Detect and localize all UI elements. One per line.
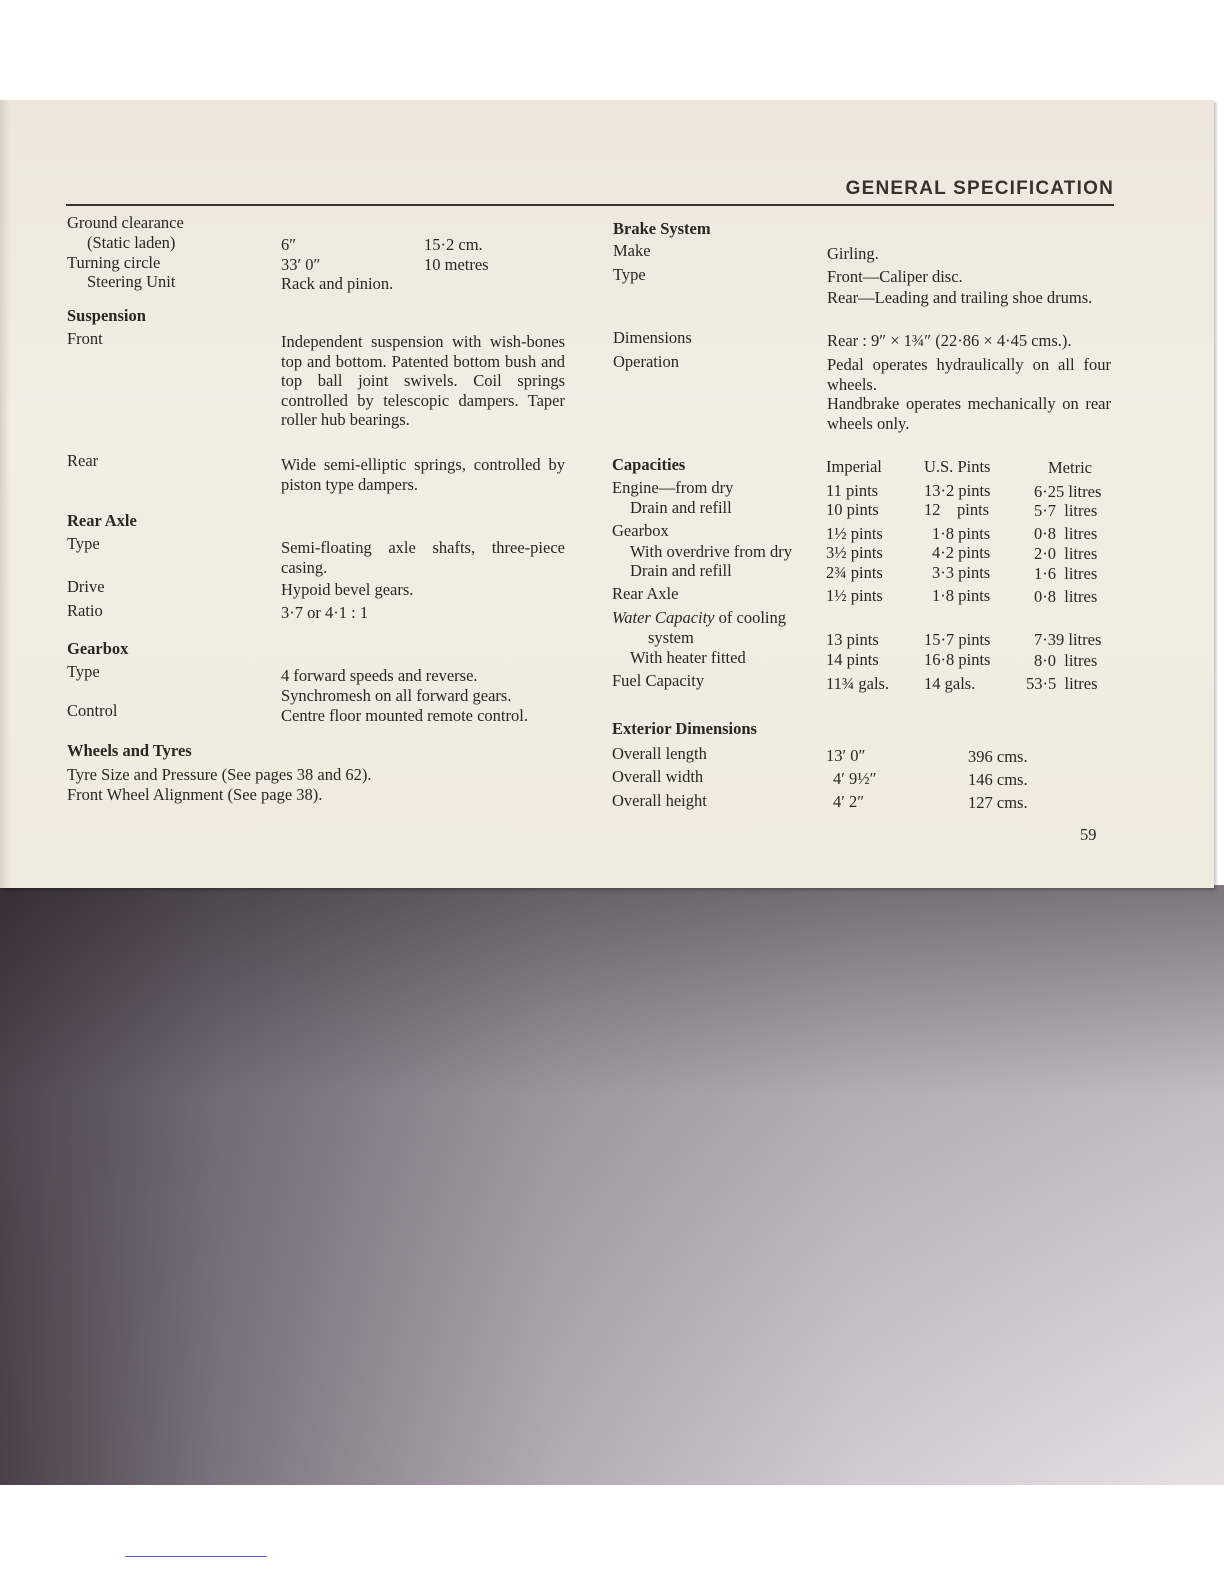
cap-row-label: Fuel Capacity bbox=[612, 671, 705, 690]
capacities-heading: Capacities bbox=[612, 455, 686, 474]
cap-row-imperial: 2¾ pints bbox=[826, 563, 883, 582]
rear-axle-drive-label: Drive bbox=[67, 577, 105, 596]
brake-type-value-1: Front—Caliper disc. bbox=[827, 267, 963, 286]
cap-row-label: With overdrive from dry bbox=[630, 542, 792, 561]
turning-circle-metric: 10 metres bbox=[424, 255, 489, 274]
wheels-heading: Wheels and Tyres bbox=[67, 741, 192, 760]
page-number: 59 bbox=[1080, 825, 1097, 844]
gearbox-heading: Gearbox bbox=[67, 639, 129, 658]
capacities-col-imperial: Imperial bbox=[826, 457, 882, 476]
cap-row-label: system bbox=[648, 628, 694, 647]
steering-unit-value: Rack and pinion. bbox=[281, 274, 394, 293]
gearbox-control-value: Centre floor mounted remote control. bbox=[281, 706, 528, 725]
cap-row-metric: 8·0 litres bbox=[1034, 651, 1098, 670]
brake-make-label: Make bbox=[613, 241, 651, 260]
exterior-row-label: Overall width bbox=[612, 767, 704, 786]
brake-dimensions-value: Rear : 9″ × 1¾″ (22·86 × 4·45 cms.). bbox=[827, 331, 1072, 350]
exterior-row-imperial: 4′ 2″ bbox=[833, 792, 865, 811]
ground-clearance-sublabel: (Static laden) bbox=[87, 233, 176, 252]
brake-type-value-2: Rear—Leading and trailing shoe drums. bbox=[827, 288, 1093, 307]
cap-row-us: 15·7 pints bbox=[924, 630, 991, 649]
cap-row-us: 1·8 pints bbox=[932, 524, 991, 543]
page-edge bbox=[0, 100, 10, 888]
suspension-front-value: Independent suspension with wish-bones top and bottom. Patented bottom bush and top ball joint swivels. Coil springs controlled by telescopic dampers. Taper roller hub bearings. bbox=[281, 332, 565, 429]
cap-row-label: Gearbox bbox=[612, 521, 669, 540]
ground-clearance-label: Ground clearance bbox=[67, 213, 184, 232]
exterior-row-imperial: 13′ 0″ bbox=[826, 746, 866, 765]
cap-row-label: Rear Axle bbox=[612, 584, 679, 603]
suspension-rear-label: Rear bbox=[67, 451, 99, 470]
cap-row-imperial: 10 pints bbox=[826, 500, 879, 519]
cap-row-metric: 0·8 litres bbox=[1034, 587, 1098, 606]
cap-row-imperial: 3½ pints bbox=[826, 543, 883, 562]
cap-row-us: 1·8 pints bbox=[932, 586, 991, 605]
cap-row-imperial: 1½ pints bbox=[826, 586, 883, 605]
rear-axle-type-label: Type bbox=[67, 534, 100, 553]
cap-row-us: 16·8 pints bbox=[924, 650, 991, 669]
steering-unit-label: Steering Unit bbox=[87, 272, 176, 291]
ground-clearance-imperial: 6″ bbox=[281, 235, 297, 254]
cap-row-imperial: 13 pints bbox=[826, 630, 879, 649]
rear-axle-type-value: Semi-floating axle shafts, three-piece casing. bbox=[281, 538, 565, 577]
turning-circle-imperial: 33′ 0″ bbox=[281, 255, 321, 274]
manual-page bbox=[0, 100, 1214, 888]
exterior-row-metric: 146 cms. bbox=[968, 770, 1028, 789]
water-capacity-label bbox=[612, 608, 786, 628]
cap-row-imperial: 1½ pints bbox=[826, 524, 883, 543]
water-capacity-rest: of cooling bbox=[714, 608, 787, 627]
heading-rule bbox=[66, 204, 1114, 206]
cap-row-label: Drain and refill bbox=[630, 498, 732, 517]
capacities-col-metric: Metric bbox=[1048, 458, 1092, 477]
cap-row-label: Engine—from dry bbox=[612, 478, 734, 497]
capacities-col-us: U.S. Pints bbox=[924, 457, 991, 476]
gearbox-type-value-2: Synchromesh on all forward gears. bbox=[281, 686, 512, 705]
scan-shadow bbox=[0, 885, 1224, 1485]
cap-row-imperial: 14 pints bbox=[826, 650, 879, 669]
cap-row-metric: 5·7 litres bbox=[1034, 501, 1098, 520]
cap-row-us: 4·2 pints bbox=[932, 543, 991, 562]
cap-row-metric: 6·25 litres bbox=[1034, 482, 1102, 501]
rear-axle-ratio-value: 3·7 or 4·1 : 1 bbox=[281, 603, 369, 622]
turning-circle-label: Turning circle bbox=[67, 253, 161, 272]
brake-operation-label: Operation bbox=[613, 352, 679, 371]
exterior-row-label: Overall height bbox=[612, 791, 707, 810]
cap-row-label: Drain and refill bbox=[630, 561, 732, 580]
wheels-line-2: Front Wheel Alignment (See page 38). bbox=[67, 785, 323, 804]
suspension-heading: Suspension bbox=[67, 306, 146, 325]
rear-axle-heading: Rear Axle bbox=[67, 511, 137, 530]
exterior-row-metric: 127 cms. bbox=[968, 793, 1028, 812]
exterior-row-metric: 396 cms. bbox=[968, 747, 1028, 766]
cap-row-metric: 53·5 litres bbox=[1026, 674, 1098, 693]
cap-row-label: With heater fitted bbox=[630, 648, 746, 667]
brake-type-label: Type bbox=[613, 265, 646, 284]
exterior-heading: Exterior Dimensions bbox=[612, 719, 757, 738]
rear-axle-ratio-label: Ratio bbox=[67, 601, 103, 620]
cap-row-metric: 2·0 litres bbox=[1034, 544, 1098, 563]
brake-operation-value-1: Pedal operates hydraulically on all four wheels. bbox=[827, 355, 1111, 394]
rear-axle-drive-value: Hypoid bevel gears. bbox=[281, 580, 414, 599]
ground-clearance-metric: 15·2 cm. bbox=[424, 235, 483, 254]
gearbox-type-label: Type bbox=[67, 662, 100, 681]
brake-dimensions-label: Dimensions bbox=[613, 328, 692, 347]
exterior-row-label: Overall length bbox=[612, 744, 707, 763]
cap-row-imperial: 11 pints bbox=[826, 481, 879, 500]
cap-row-us: 14 gals. bbox=[924, 674, 976, 693]
brake-make-value: Girling. bbox=[827, 244, 879, 263]
gearbox-control-label: Control bbox=[67, 701, 118, 720]
page-heading: GENERAL SPECIFICATION bbox=[845, 178, 1114, 199]
water-capacity-italic: Water Capacity bbox=[612, 608, 715, 627]
brake-operation-value-2: Handbrake operates mechanically on rear wheels only. bbox=[827, 394, 1111, 433]
cap-row-metric: 7·39 litres bbox=[1034, 630, 1102, 649]
cap-row-us: 13·2 pints bbox=[924, 481, 991, 500]
suspension-rear-value: Wide semi-elliptic springs, controlled by piston type dampers. bbox=[281, 455, 565, 494]
brake-heading: Brake System bbox=[613, 219, 711, 238]
footer-underline bbox=[125, 1556, 267, 1557]
cap-row-us: 12 pints bbox=[924, 500, 990, 519]
suspension-front-label: Front bbox=[67, 329, 103, 348]
cap-row-metric: 0·8 litres bbox=[1034, 524, 1098, 543]
wheels-line-1: Tyre Size and Pressure (See pages 38 and 62). bbox=[67, 765, 372, 784]
gearbox-type-value-1: 4 forward speeds and reverse. bbox=[281, 666, 478, 685]
cap-row-metric: 1·6 litres bbox=[1034, 564, 1098, 583]
exterior-row-imperial: 4′ 9½″ bbox=[833, 769, 877, 788]
cap-row-imperial: 11¾ gals. bbox=[826, 674, 890, 693]
cap-row-us: 3·3 pints bbox=[932, 563, 991, 582]
